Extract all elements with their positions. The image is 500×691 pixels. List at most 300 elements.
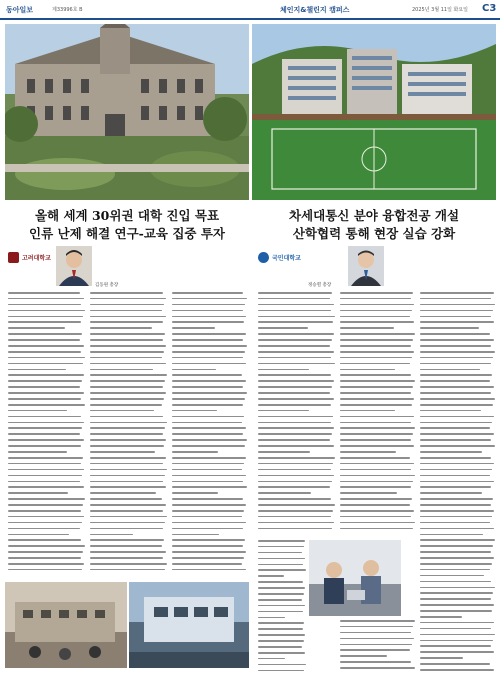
- page-header: [0, 0, 500, 20]
- body-text-line: [90, 357, 162, 359]
- body-text-line: [258, 321, 333, 323]
- body-text-line: [90, 380, 165, 382]
- body-text-line: [90, 563, 167, 565]
- president-portrait-2: [348, 246, 384, 286]
- body-text-line: [258, 569, 306, 571]
- body-text-line: [420, 645, 491, 647]
- body-text-line: [90, 310, 162, 312]
- article-1-column-1: [8, 292, 86, 578]
- body-text-line: [258, 605, 305, 607]
- body-text-line: [90, 327, 152, 329]
- body-text-line: [8, 292, 80, 294]
- body-text-line: [258, 398, 334, 400]
- body-text-line: [90, 469, 167, 471]
- body-text-line: [8, 433, 80, 435]
- body-text-line: [258, 422, 331, 424]
- body-text-line: [420, 451, 482, 453]
- body-text-line: [340, 369, 395, 371]
- body-text-line: [90, 321, 163, 323]
- body-text-line: [172, 427, 246, 429]
- body-text-line: [172, 292, 243, 294]
- body-text-line: [420, 410, 481, 412]
- body-text-line: [90, 392, 166, 394]
- body-text-line: [172, 551, 246, 553]
- article-1-inset-photo-1: [5, 582, 127, 668]
- body-text-line: [420, 610, 492, 612]
- body-text-line: [90, 292, 163, 294]
- body-text-line: [90, 316, 166, 318]
- article-1-column-3: [172, 292, 248, 578]
- body-text-line: [90, 439, 166, 441]
- body-text-line: [420, 463, 494, 465]
- body-text-line: [90, 569, 165, 571]
- body-text-line: [172, 298, 247, 300]
- body-text-line: [90, 363, 166, 365]
- president-caption-2: 정승렬 총장: [308, 283, 332, 288]
- article-2-column-2-lower: [340, 620, 416, 678]
- article-2-column-1-lower: [258, 540, 306, 678]
- body-text-line: [420, 422, 492, 424]
- body-text-line: [420, 316, 491, 318]
- body-text-line: [90, 492, 156, 494]
- body-text-line: [340, 469, 411, 471]
- body-text-line: [340, 316, 410, 318]
- body-text-line: [172, 380, 246, 382]
- body-text-line: [420, 557, 494, 559]
- body-text-line: [340, 374, 411, 376]
- body-text-line: [420, 380, 490, 382]
- body-text-line: [8, 486, 84, 488]
- body-text-line: [340, 475, 415, 477]
- body-text-line: [8, 492, 68, 494]
- body-text-line: [340, 451, 396, 453]
- body-text-line: [8, 563, 84, 565]
- body-text-line: [90, 539, 164, 541]
- body-text-line: [340, 427, 415, 429]
- body-text-line: [420, 486, 491, 488]
- body-text-line: [172, 345, 247, 347]
- article-2-headline-line-1: 차세대통신 분야 융합전공 개설: [288, 208, 460, 223]
- body-text-line: [258, 558, 305, 560]
- body-text-line: [420, 339, 494, 341]
- body-text-line: [8, 357, 85, 359]
- body-text-line: [8, 351, 81, 353]
- body-text-line: [340, 516, 411, 518]
- body-text-line: [340, 416, 414, 418]
- body-text-line: [420, 357, 493, 359]
- article-2-inset-photo: [309, 540, 401, 616]
- body-text-line: [258, 380, 334, 382]
- body-text-line: [340, 292, 413, 294]
- body-text-line: [90, 298, 166, 300]
- body-text-line: [90, 463, 163, 465]
- body-text-line: [420, 657, 463, 659]
- body-text-line: [420, 516, 492, 518]
- article-1-headline-line-2: 인류 난제 해결 연구-교육 집중 투자: [29, 226, 225, 241]
- body-text-line: [258, 345, 330, 347]
- body-text-line: [172, 363, 246, 365]
- body-text-line: [420, 604, 494, 606]
- body-text-line: [172, 422, 242, 424]
- body-text-line: [172, 522, 246, 524]
- body-text-line: [258, 587, 305, 589]
- body-text-line: [172, 333, 246, 335]
- body-text-line: [258, 333, 334, 335]
- body-text-line: [258, 628, 303, 630]
- body-text-line: [258, 475, 334, 477]
- body-text-line: [8, 528, 80, 530]
- body-text-line: [258, 646, 302, 648]
- body-text-line: [258, 546, 304, 548]
- body-text-line: [340, 498, 412, 500]
- body-text-line: [420, 416, 494, 418]
- body-text-line: [340, 404, 412, 406]
- body-text-line: [420, 581, 491, 583]
- body-text-line: [90, 345, 166, 347]
- body-text-line: [340, 422, 411, 424]
- body-text-line: [90, 398, 164, 400]
- article-1-headline: [5, 207, 249, 243]
- body-text-line: [8, 374, 84, 376]
- body-text-line: [90, 551, 166, 553]
- body-text-line: [90, 498, 162, 500]
- body-text-line: [90, 504, 166, 506]
- body-text-line: [420, 457, 491, 459]
- body-text-line: [172, 504, 246, 506]
- body-text-line: [420, 669, 494, 671]
- body-text-line: [258, 564, 303, 566]
- paper-name: 동아일보: [6, 6, 34, 14]
- body-text-line: [258, 504, 335, 506]
- body-text-line: [90, 422, 167, 424]
- body-text-line: [420, 333, 490, 335]
- body-text-line: [172, 374, 242, 376]
- body-text-line: [258, 622, 304, 624]
- body-text-line: [420, 545, 493, 547]
- article-2-headline-line-2: 산학협력 통해 현장 실습 강화: [292, 226, 456, 241]
- body-text-line: [8, 481, 80, 483]
- president-caption-1: 김동원 총장: [95, 283, 119, 288]
- body-text-line: [90, 386, 163, 388]
- body-text-line: [172, 310, 243, 312]
- body-text-line: [420, 640, 493, 642]
- kookmin-university-logo-text: 국민대학교: [272, 254, 301, 262]
- body-text-line: [420, 634, 495, 636]
- body-text-line: [340, 386, 413, 388]
- body-text-line: [8, 316, 83, 318]
- issue-date: 2025년 3월 11일 화요일: [412, 7, 469, 13]
- body-text-line: [172, 498, 243, 500]
- body-text-line: [420, 616, 462, 618]
- body-text-line: [340, 398, 414, 400]
- body-text-line: [420, 651, 494, 653]
- body-text-line: [420, 386, 494, 388]
- body-text-line: [258, 658, 285, 660]
- body-text-line: [258, 634, 305, 636]
- body-text-line: [90, 534, 133, 536]
- body-text-line: [420, 498, 493, 500]
- body-text-line: [172, 386, 243, 388]
- body-text-line: [420, 427, 490, 429]
- body-text-line: [420, 345, 491, 347]
- body-text-line: [420, 298, 491, 300]
- body-text-line: [172, 516, 242, 518]
- korea-university-logo-text: 고려대학교: [22, 254, 51, 262]
- body-text-line: [420, 510, 494, 512]
- body-text-line: [8, 369, 66, 371]
- body-text-line: [340, 481, 413, 483]
- body-text-line: [90, 475, 165, 477]
- body-text-line: [172, 357, 243, 359]
- body-text-line: [90, 404, 162, 406]
- body-text-line: [420, 492, 482, 494]
- body-text-line: [8, 469, 84, 471]
- body-text-line: [258, 374, 331, 376]
- body-text-line: [90, 545, 162, 547]
- body-text-line: [172, 545, 243, 547]
- body-text-line: [90, 433, 163, 435]
- body-text-line: [8, 516, 84, 518]
- body-text-line: [8, 339, 80, 341]
- body-text-line: [420, 327, 479, 329]
- body-text-line: [340, 492, 397, 494]
- article-1-headline-line-1: 올해 세계 30위권 대학 진입 목표: [34, 208, 220, 223]
- body-text-line: [90, 510, 163, 512]
- kookmin-university-emblem-icon: [258, 252, 269, 263]
- body-text-line: [172, 539, 245, 541]
- body-text-line: [258, 298, 330, 300]
- body-text-line: [8, 310, 85, 312]
- body-text-line: [172, 486, 247, 488]
- body-text-line: [258, 552, 302, 554]
- body-text-line: [8, 569, 82, 571]
- body-text-line: [258, 611, 303, 613]
- body-text-line: [340, 486, 411, 488]
- body-text-line: [172, 457, 246, 459]
- body-text-line: [258, 575, 284, 577]
- article-2-column-1: [258, 292, 336, 537]
- body-text-line: [172, 563, 242, 565]
- body-text-line: [172, 316, 246, 318]
- body-text-line: [8, 363, 83, 365]
- body-text-line: [340, 345, 411, 347]
- body-text-line: [172, 398, 245, 400]
- body-text-line: [258, 369, 309, 371]
- body-text-line: [172, 410, 217, 412]
- body-text-line: [340, 333, 415, 335]
- body-text-line: [172, 439, 247, 441]
- body-text-line: [90, 445, 164, 447]
- body-text-line: [420, 445, 495, 447]
- body-text-line: [8, 498, 85, 500]
- body-text-line: [420, 522, 490, 524]
- body-text-line: [90, 369, 153, 371]
- body-text-line: [90, 557, 163, 559]
- body-text-line: [420, 374, 492, 376]
- body-text-line: [172, 534, 219, 536]
- body-text-line: [258, 486, 330, 488]
- body-text-line: [420, 304, 495, 306]
- body-text-line: [172, 528, 243, 530]
- body-text-line: [340, 510, 414, 512]
- body-text-line: [340, 339, 413, 341]
- body-text-line: [340, 649, 410, 651]
- body-text-line: [90, 333, 165, 335]
- body-text-line: [420, 404, 493, 406]
- body-text-line: [258, 451, 310, 453]
- body-text-line: [420, 481, 494, 483]
- body-text-line: [258, 416, 333, 418]
- body-text-line: [8, 416, 81, 418]
- body-text-line: [8, 534, 69, 536]
- body-text-line: [420, 563, 492, 565]
- body-text-line: [258, 357, 331, 359]
- body-text-line: [90, 410, 154, 412]
- body-text-line: [420, 310, 493, 312]
- body-text-line: [172, 304, 245, 306]
- body-text-line: [420, 321, 494, 323]
- body-text-line: [8, 522, 82, 524]
- body-text-line: [258, 304, 334, 306]
- body-text-line: [8, 398, 81, 400]
- body-text-line: [340, 410, 395, 412]
- body-text-line: [258, 599, 302, 601]
- president-portrait-1: [56, 246, 92, 286]
- body-text-line: [8, 445, 81, 447]
- body-text-line: [172, 492, 218, 494]
- body-text-line: [90, 339, 163, 341]
- korea-university-emblem-icon: [8, 252, 19, 263]
- body-text-line: [258, 640, 304, 642]
- body-text-line: [172, 327, 215, 329]
- body-text-line: [340, 445, 414, 447]
- body-text-line: [258, 327, 308, 329]
- body-text-line: [340, 667, 415, 669]
- body-text-line: [8, 298, 84, 300]
- body-text-line: [90, 486, 166, 488]
- body-text-line: [420, 504, 491, 506]
- body-text-line: [340, 528, 413, 530]
- body-text-line: [172, 433, 243, 435]
- body-text-line: [420, 351, 495, 353]
- body-text-line: [340, 632, 411, 634]
- body-text-line: [340, 304, 414, 306]
- body-text-line: [340, 433, 413, 435]
- body-text-line: [8, 427, 82, 429]
- body-text-line: [90, 304, 164, 306]
- body-text-line: [8, 392, 84, 394]
- body-text-line: [8, 327, 65, 329]
- body-text-line: [172, 481, 243, 483]
- body-text-line: [90, 351, 164, 353]
- body-text-line: [8, 321, 81, 323]
- article-2-column-2: [340, 292, 416, 537]
- body-text-line: [420, 587, 495, 589]
- body-text-line: [8, 410, 67, 412]
- body-text-line: [258, 386, 332, 388]
- body-text-line: [258, 457, 335, 459]
- body-text-line: [258, 652, 305, 654]
- body-text-line: [420, 392, 491, 394]
- body-text-line: [420, 469, 492, 471]
- body-text-line: [340, 298, 411, 300]
- body-text-line: [420, 575, 484, 577]
- body-text-line: [172, 351, 245, 353]
- body-text-line: [8, 404, 85, 406]
- body-text-line: [258, 427, 334, 429]
- campus-photo-kookmin-university: [252, 24, 496, 200]
- body-text-line: [172, 416, 244, 418]
- section-title: 체인지&챌린지 캠퍼스: [280, 6, 350, 14]
- body-text-line: [420, 475, 490, 477]
- body-text-line: [258, 463, 333, 465]
- body-text-line: [172, 557, 244, 559]
- article-2-headline: [252, 207, 496, 243]
- body-text-line: [420, 663, 490, 665]
- body-text-line: [172, 404, 243, 406]
- body-text-line: [172, 369, 216, 371]
- body-text-line: [8, 463, 81, 465]
- body-text-line: [258, 469, 331, 471]
- body-text-line: [420, 592, 493, 594]
- body-text-line: [172, 321, 244, 323]
- body-text-line: [420, 292, 494, 294]
- body-text-line: [340, 392, 411, 394]
- body-text-line: [420, 534, 483, 536]
- body-text-line: [172, 569, 246, 571]
- body-text-line: [340, 626, 413, 628]
- body-text-line: [258, 664, 306, 666]
- body-text-line: [90, 516, 167, 518]
- body-text-line: [8, 345, 84, 347]
- body-text-line: [420, 439, 491, 441]
- body-text-line: [340, 351, 414, 353]
- body-text-line: [258, 351, 334, 353]
- body-text-line: [8, 504, 83, 506]
- page-number: C3: [482, 3, 497, 14]
- body-text-line: [8, 380, 82, 382]
- korea-university-logo: [8, 250, 51, 264]
- body-text-line: [8, 539, 81, 541]
- body-text-line: [172, 510, 244, 512]
- body-text-line: [258, 363, 335, 365]
- body-text-line: [258, 516, 331, 518]
- body-text-line: [258, 310, 331, 312]
- body-text-line: [172, 469, 242, 471]
- body-text-line: [172, 445, 245, 447]
- body-text-line: [90, 522, 165, 524]
- body-text-line: [172, 392, 247, 394]
- body-text-line: [258, 492, 311, 494]
- body-text-line: [340, 638, 414, 640]
- body-text-line: [420, 369, 480, 371]
- body-text-line: [8, 451, 67, 453]
- body-text-line: [420, 528, 494, 530]
- body-text-line: [340, 310, 412, 312]
- body-text-line: [90, 427, 165, 429]
- body-text-line: [340, 661, 411, 663]
- body-text-line: [258, 339, 332, 341]
- body-text-line: [258, 392, 330, 394]
- body-text-line: [420, 539, 495, 541]
- body-text-line: [172, 339, 243, 341]
- body-text-line: [8, 333, 82, 335]
- body-text-line: [8, 557, 81, 559]
- body-text-line: [340, 363, 410, 365]
- body-text-line: [258, 670, 304, 672]
- body-text-line: [340, 620, 415, 622]
- body-text-line: [8, 510, 81, 512]
